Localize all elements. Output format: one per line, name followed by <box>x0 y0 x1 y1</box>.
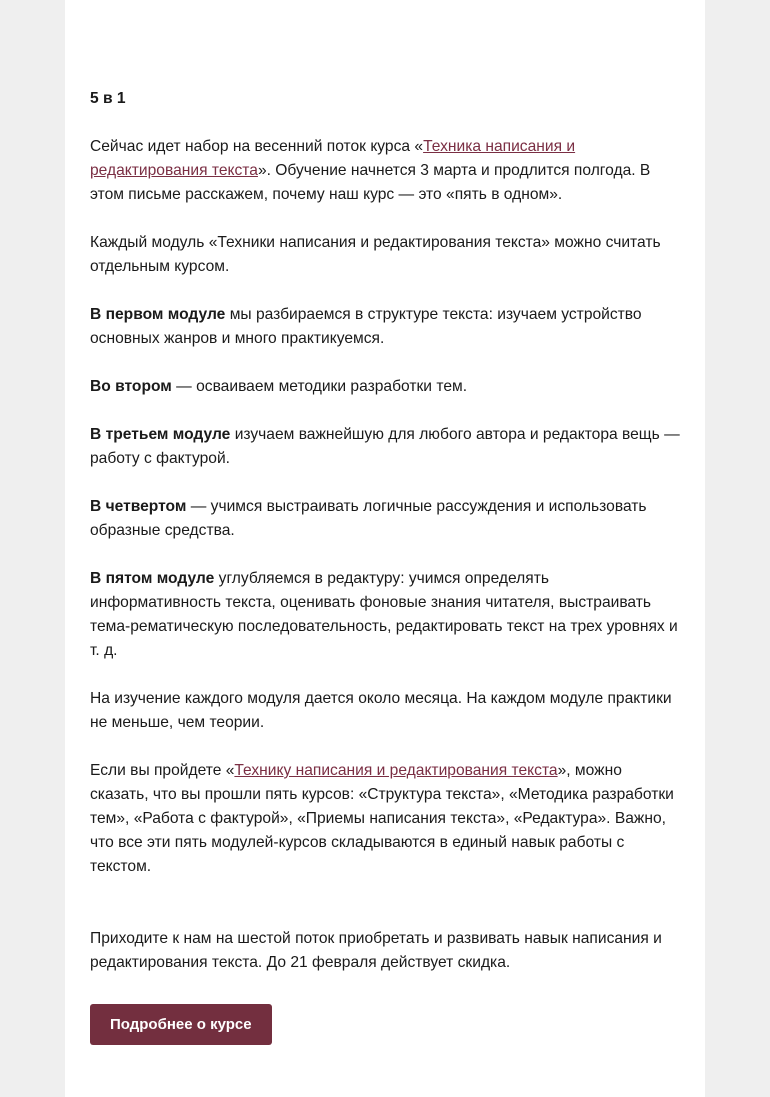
module-title: В первом модуле <box>90 306 226 323</box>
module-paragraph-2 <box>90 375 680 399</box>
module-title: В пятом модуле <box>90 570 215 587</box>
module-text: — осваиваем методики разработки тем. <box>171 378 468 395</box>
course-link[interactable]: Техника написания и редактирования текста <box>90 138 576 179</box>
intro-paragraph <box>90 135 680 207</box>
summary-text-before: Если вы пройдете « <box>90 762 235 779</box>
email-heading: 5 в 1 <box>90 90 126 107</box>
course-link[interactable]: Технику написания и редактирования текста <box>234 762 558 779</box>
spacer <box>90 903 680 927</box>
email-body <box>90 87 680 1045</box>
module-text: мы разбираемся в структуре текста: изучаем устройство основных жанров и много практикуемся. <box>90 306 642 347</box>
module-text: — учимся выстраивать логичные рассуждения и использовать образные средства. <box>90 498 647 539</box>
summary-paragraph <box>90 759 680 879</box>
module-title: Во втором <box>90 378 172 395</box>
closing-paragraph: Приходите к нам на шестой поток приобретать и развивать навык написания и редактирования текста. До 21 февраля действует скидка. <box>90 930 662 971</box>
course-details-button[interactable]: Подробнее о курсе <box>90 1004 272 1045</box>
cta-wrapper <box>90 1004 680 1045</box>
duration-paragraph: На изучение каждого модуля дается около месяца. На каждом модуле практики не меньше, чем теории. <box>90 690 672 731</box>
module-title: В третьем модуле <box>90 426 231 443</box>
summary-text-after: », можно сказать, что вы прошли пять курсов: «Структура текста», «Методика разработки тем», «Работа с фактурой», «Приемы написания текста», «Редактура». Важно, что все эти пять модулей-курсов складываются в единый навык работы с текстом. <box>90 762 674 875</box>
module-paragraph-4 <box>90 495 680 543</box>
module-paragraph-1 <box>90 303 680 351</box>
intro-text-after: ». Обучение начнется 3 марта и продлится полгода. В этом письме расскажем, почему наш курс — это «пять в одном». <box>90 162 651 203</box>
intro-text-before: Сейчас идет набор на весенний поток курса « <box>90 138 424 155</box>
module-paragraph-3 <box>90 423 680 471</box>
email-card <box>65 0 705 1097</box>
module-title: В четвертом <box>90 498 187 515</box>
module-paragraph-5 <box>90 567 680 663</box>
module-text: углубляемся в редактуру: учимся определять информативность текста, оценивать фоновые знания читателя, выстраивать тема-рематическую последовательность, редактировать текст на трех уровнях и т. д. <box>90 570 678 659</box>
modules-intro-paragraph: Каждый модуль «Техники написания и редактирования текста» можно считать отдельным курсом. <box>90 234 661 275</box>
module-text: изучаем важнейшую для любого автора и редактора вещь — работу с фактурой. <box>90 426 680 467</box>
